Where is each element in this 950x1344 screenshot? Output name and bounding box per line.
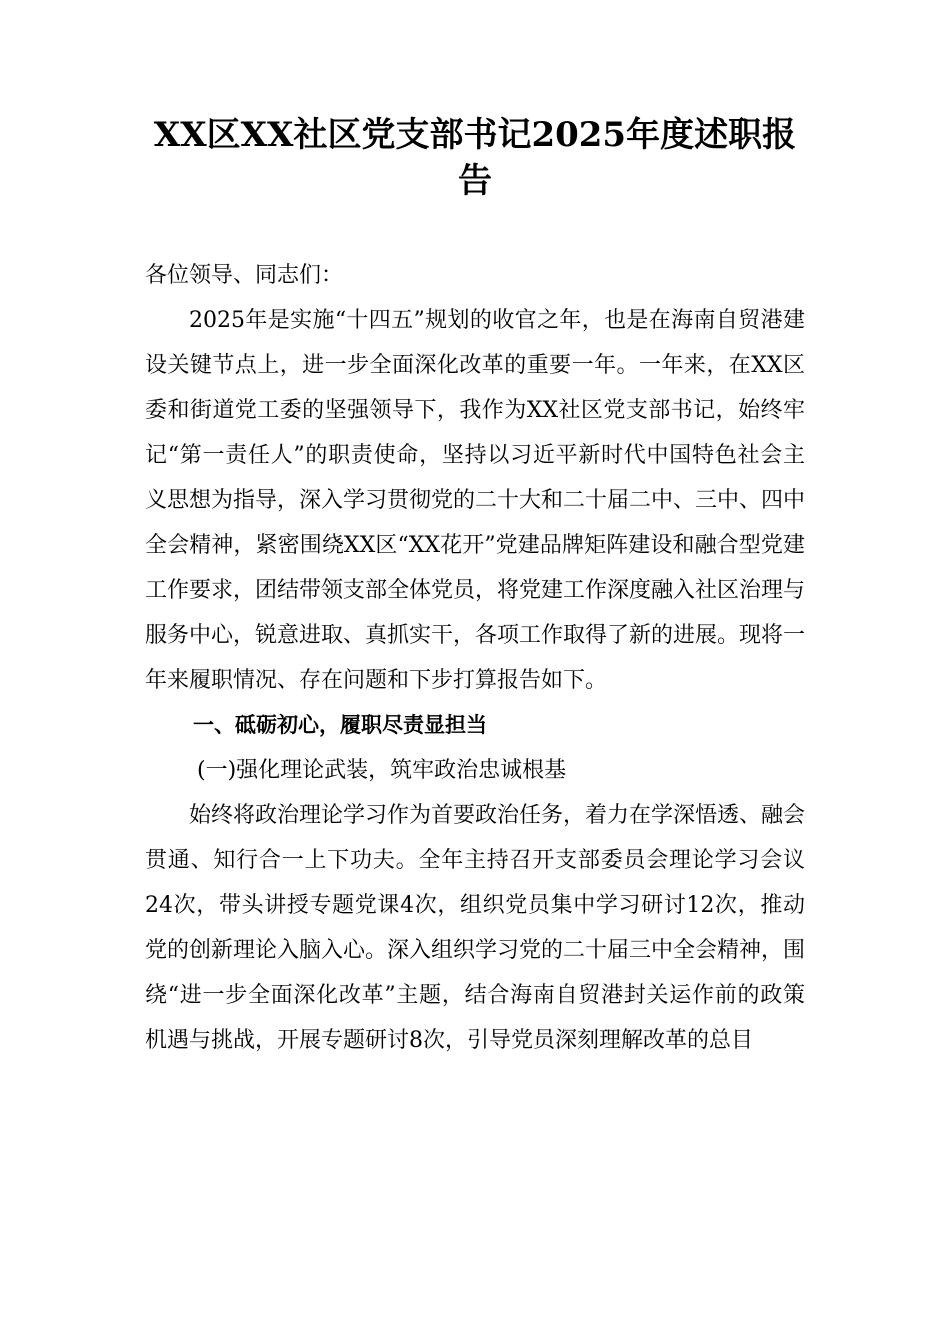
subsection-heading-1: (一)强化理论武装，筑牢政治忠诚根基 [197,758,567,783]
intro-paragraph: 2025年是实施“十四五”规划的收官之年，也是在海南自贸港建设关键节点上，进一步全面深化改革的重要一年。一年来，在XX区委和街道党工委的坚强领导下，我作为XX社区党支部书记，始终牢记“第一责任人”的职责使命，坚持以习近平新时代中国特色社会主义思想为指导，深入学习贯彻党的二十大和二十届二中、三中、四中全会精神，紧密围绕XX区“XX花开”党建品牌矩阵建设和融合型党建工作要求，团结带领支部全体党员，将党建工作深度融入社区治理与服务中心，锐意进取、真抓实干，各项工作取得了新的进展。现将一年来履职情况、存在问题和下步打算报告如下。 [145,308,806,693]
subsection-1-paragraph: 始终将政治理论学习作为首要政治任务，着力在学深悟透、融会贯通、知行合一上下功夫。全年主持召开支部委员会理论学习会议24次，带头讲授专题党课4次，组织党员集中学习研讨12次，推动党的创新理论入脑入心。深入组织学习党的二十届三中全会精神，围绕“进一步全面深化改革”主题，结合海南自贸港封关运作前的政策机遇与挑战，开展专题研讨8次，引导党员深刻理解改革的总目 [145,803,806,1053]
salutation: 各位领导、同志们： [145,263,344,288]
document-title: XX区XX社区党支部书记2025年度述职报告 [153,115,797,201]
section-heading-1: 一、砥砺初心，履职尽责显担当 [193,713,487,737]
document-body [145,253,805,1063]
